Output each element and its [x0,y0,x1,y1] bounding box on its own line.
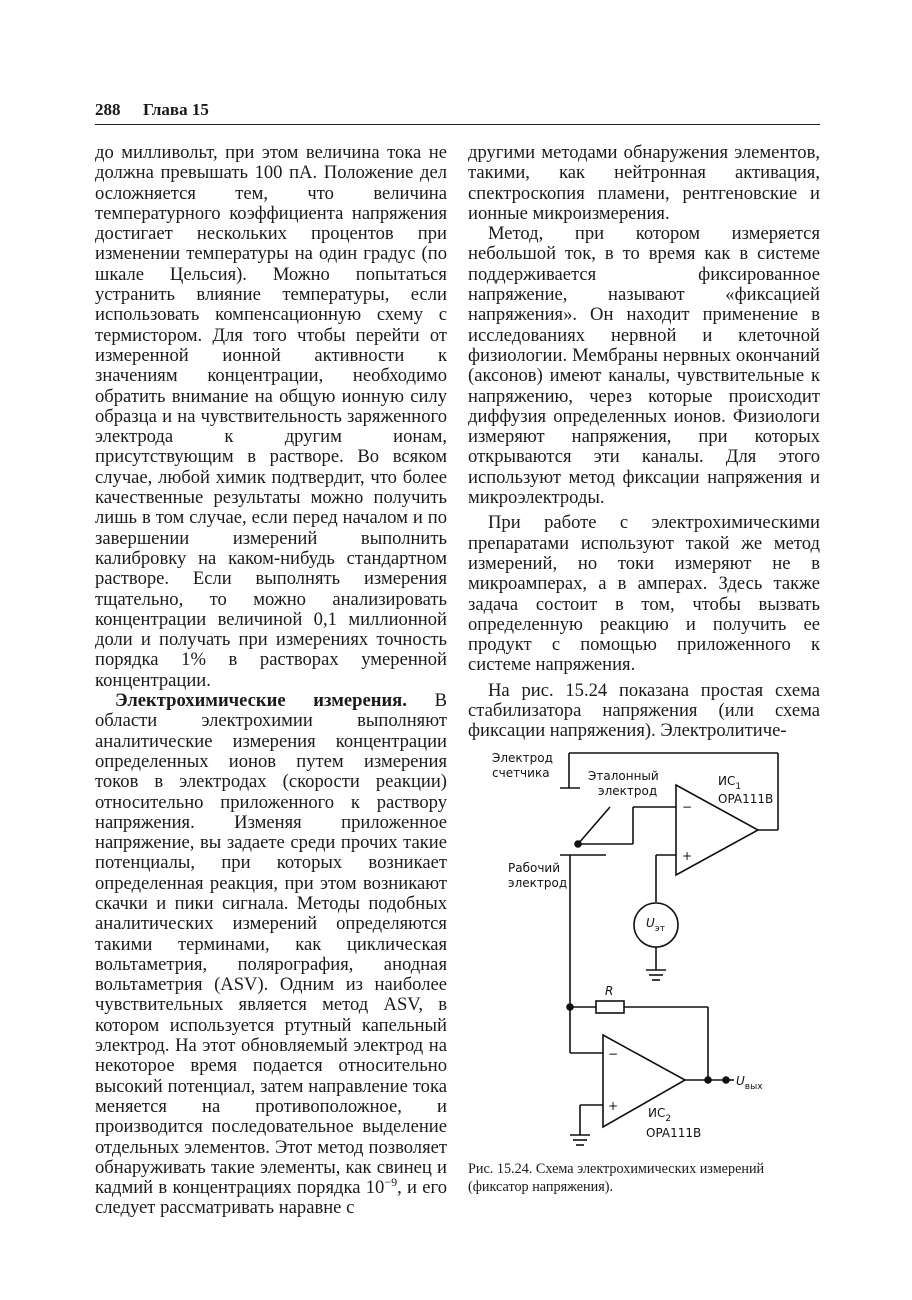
reference-electrode-label: электрод [598,784,658,798]
circuit-diagram [468,745,820,1150]
ic2-minus: − [608,1047,619,1061]
page-header [95,100,820,120]
counter-electrode-label: Электрод [492,751,553,765]
ic1-plus: + [682,849,693,863]
paragraph: до милливольт, при этом величина тока не должна превышать 100 пА. Положение дел осложняется тем, что величина температурного коэффициента напряжения достигает нескольких процентов при изменении температуры на один градус (по шкале Цельсия). Можно попытаться устранить влияние температуры, если использовать компенсационную схему с термистором. Для того чтобы перейти от измеренной ионной активности к значениям концентрации, необходимо обратить внимание на общую ионную силу образца и на чувствительность заряженного электрода к другим ионам, присутствующим в растворе. Во всяком случае, любой химик подтвердит, что более качественные результаты можно получить лишь в том случае, если перед началом и по завершении измерений выполнить калибровку на каком-нибудь стандартном растворе. Если выполнять измерения тщательно, то можно анализировать концентрации величиной 0,1 миллионной доли и получать при измерениях точность порядка 1% в растворах умеренной концентрации. [95,142,447,691]
ic1-minus: − [682,800,693,814]
counter-electrode-label: счетчика [492,766,550,780]
section-text-end: , и его следует рассматривать наравне с [95,1177,447,1219]
section-heading: Электрохимические измерения. [115,690,407,712]
working-electrode-label: электрод [508,876,568,890]
chapter-title: Глава 15 [143,100,209,119]
ic2-label: $ИС_2$ [648,1106,672,1124]
resistor-r [596,1001,624,1013]
right-column [468,143,820,742]
paragraph: При работе с электрохимическими препаратами используют такой же метод измерений, но токи измеряют не в микроамперах, а в амперах. Здесь также задача состоит в том, чтобы вызвать определенную реакцию и получить ее продукт с помощью приложенного к системе напряжения. [468,512,820,676]
output-label: $U_{вых}$ [736,1074,763,1092]
section-text: В области электрохимии выполняют аналитические измерения концентрации определенных ионов путем измерения токов в электродах (скорости реакции) относительно приложенного к раствору напряжения. Изменяя приложенное напряжение, вы задаете среди прочих такие потенциалы, при которых возникает определенная реакция, при этом возникают скачки и пики сигнала. Методы подобных аналитических измерений определяются такими терминами, как циклическая вольтаметрия, полярография, анодная вольтаметрия (ASV). Одним из наиболее чувствительных является метод ASV, в котором используется ртутный капельный электрод. На этот обновляемый электрод на некоторое время подается относительно высокий потенциал, затем направление тока меняется на противоположное, и производится последовательное выделение отдельных элементов. Этот метод позволяет обнаруживать такие элементы, как свинец и кадмий в концентрациях порядка 10 [95,690,447,1199]
section-paragraph [95,691,447,1219]
ic2-plus: + [608,1099,619,1113]
ic1-part: OPA111B [718,792,774,806]
reference-electrode-label: Эталонный [588,769,659,783]
paragraph: другими методами обнаружения элементов, такими, как нейтронная активация, спектроскопия пламени, рентгеновские и ионные микроизмерения. [468,142,820,224]
paragraph: Метод, при котором измеряется небольшой ток, в то время как в системе поддерживается фиксированное напряжение, называют «фиксацией напряжения». Он находит применение в исследованиях нервной и клеточной физиологии. Мембраны нервных окончаний (аксонов) имеют каналы, чувствительные к напряжению, через которые происходит диффузия определенных ионов. Физиологи измеряют напряжения, при которых открываются эти каналы. Для этого используют метод фиксации напряжения и микроэлектроды. [468,223,820,509]
left-column [95,143,447,1219]
ic1-label: $ИС_1$ [718,774,742,792]
circuit-figure [468,745,820,1150]
ic2-part: OPA111B [646,1126,702,1140]
exponent: −9 [384,1174,398,1189]
working-electrode-label: Рабочий [508,861,561,875]
header-rule [95,124,820,125]
paragraph: На рис. 15.24 показана простая схема стабилизатора напряжения (или схема фиксации напряжения). Электролитиче- [468,679,820,742]
page-number: 288 [95,100,121,119]
node [705,1077,711,1083]
figure-caption: Рис. 15.24. Схема электрохимических измерений (фиксатор напряжения). [468,1161,765,1195]
source-label: $U_{эт}$ [646,916,665,934]
pointer-line [578,807,610,844]
resistor-label: R [605,984,614,998]
